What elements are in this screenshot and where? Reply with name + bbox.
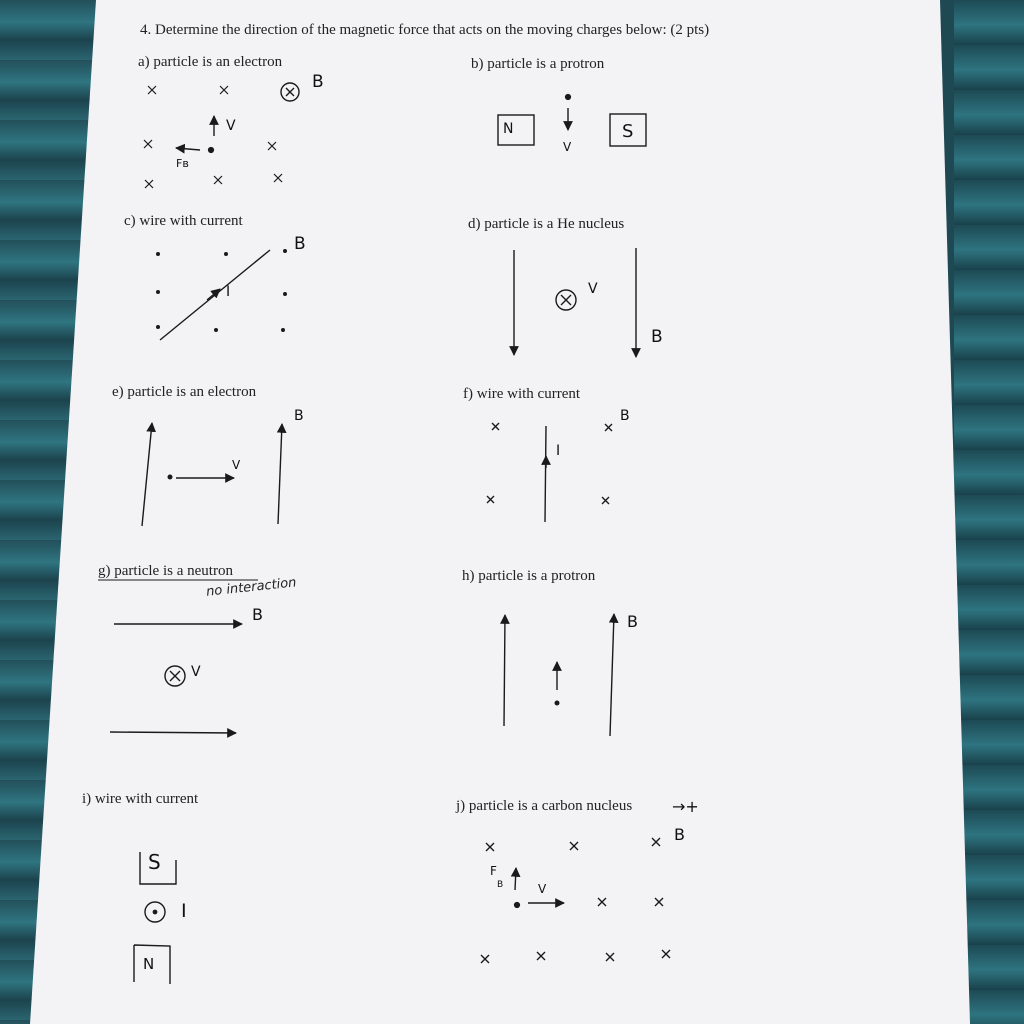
label-B-e: B bbox=[294, 408, 304, 424]
label-B-a: B bbox=[312, 72, 324, 92]
label-B-f: B bbox=[620, 408, 630, 424]
label-V-d: V bbox=[588, 281, 598, 297]
part-h-label: h) particle is a protron bbox=[462, 568, 596, 584]
diagram-d bbox=[514, 248, 636, 357]
part-f-label: f) wire with current bbox=[463, 386, 581, 402]
diagram-f bbox=[487, 423, 612, 522]
label-I-i: I bbox=[181, 900, 187, 922]
part-g-label: g) particle is a neutron bbox=[98, 563, 233, 579]
label-B-c: B bbox=[294, 234, 306, 254]
label-V-e: V bbox=[232, 458, 241, 472]
question-heading: 4. Determine the direction of the magnetic force that acts on the moving charges below: (2 pts) bbox=[140, 22, 710, 38]
diagram-g bbox=[98, 580, 258, 733]
neutron-annotation: no interaction bbox=[205, 575, 298, 600]
label-force-j: F bbox=[490, 864, 497, 878]
part-i-label: i) wire with current bbox=[82, 791, 199, 807]
diagram-i bbox=[134, 852, 176, 984]
label-B-d: B bbox=[651, 327, 663, 347]
carbon-annotation: →+ bbox=[672, 797, 699, 816]
label-V-j: V bbox=[538, 882, 547, 896]
diagram-j bbox=[481, 838, 670, 963]
diagram-c bbox=[156, 249, 287, 340]
part-c-label: c) wire with current bbox=[124, 213, 243, 229]
part-j-label: j) particle is a carbon nucleus bbox=[456, 798, 633, 814]
label-S-i: S bbox=[148, 850, 161, 874]
part-a-label: a) particle is an electron bbox=[138, 54, 283, 70]
label-B-j: B bbox=[674, 825, 685, 844]
label-I-f: I bbox=[556, 443, 561, 459]
label-V-g: V bbox=[191, 664, 201, 680]
label-B-h: B bbox=[627, 612, 638, 631]
label-B-g: B bbox=[252, 605, 263, 624]
label-S-b: S bbox=[622, 121, 634, 142]
diagram-e bbox=[142, 423, 282, 526]
part-d-label: d) particle is a He nucleus bbox=[468, 216, 625, 232]
diagram-a bbox=[144, 83, 299, 188]
diagram-b bbox=[498, 95, 646, 146]
diagram-h bbox=[504, 614, 614, 736]
label-N-i: N bbox=[143, 955, 155, 973]
part-e-label: e) particle is an electron bbox=[112, 384, 257, 400]
label-force-a: Fʙ bbox=[176, 157, 189, 170]
label-force-sub-j: B bbox=[497, 880, 504, 890]
part-b-label: b) particle is a protron bbox=[471, 56, 605, 72]
label-I-c: I bbox=[226, 284, 231, 300]
label-V-b: V bbox=[563, 140, 572, 154]
label-V-a: V bbox=[226, 118, 236, 134]
label-N-b: N bbox=[503, 121, 514, 137]
